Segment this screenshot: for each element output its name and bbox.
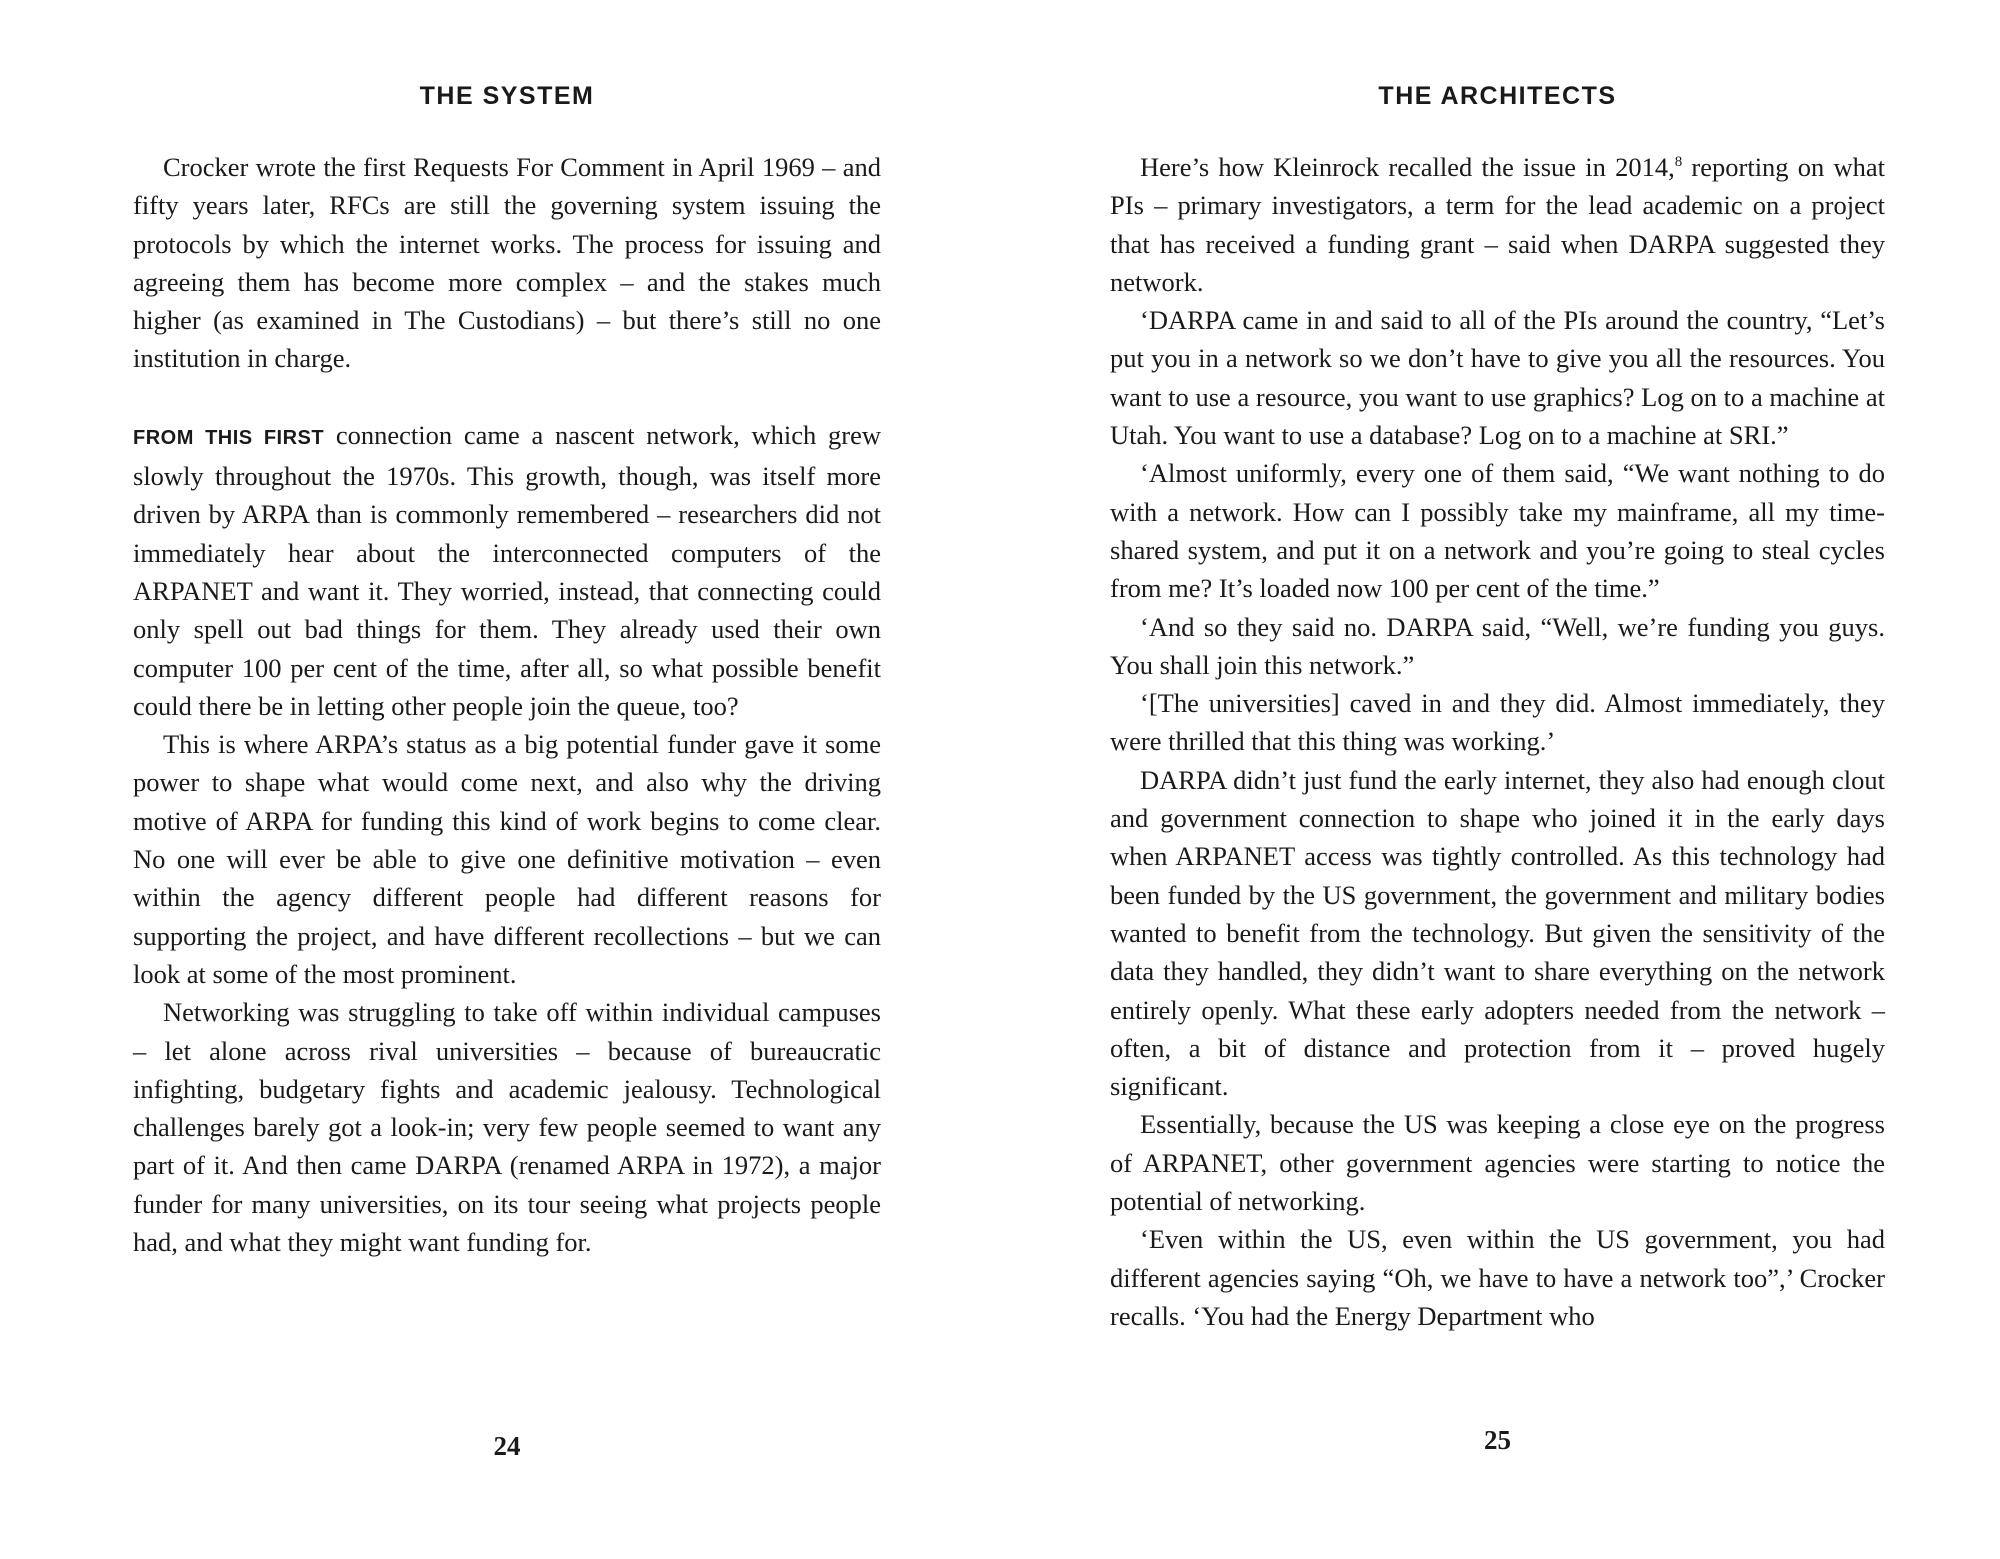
page-number-right: 25 <box>1484 1425 1511 1455</box>
right-page-body <box>1110 148 1885 1335</box>
right-paragraph-1-start: Here’s how Kleinrock recalled the issue in 2014, <box>1140 152 1675 182</box>
left-paragraph-2-text: connection came a nascent network, which grew slowly throughout the 1970s. This growth, though, was itself more driven by ARPA than is commonly remembered – researchers did not immediately hear about the interconnected computers of the ARPANET and want it. They worried, instead, that connecting could only spell out bad things for them. They already used their own computer 100 per cent of the time, after all, so what possible benefit could there be in letting other people join the queue, too? <box>133 419 881 721</box>
running-head-right: THE ARCHITECTS <box>1378 82 1617 110</box>
right-paragraph-6: DARPA didn’t just fund the early internet, they also had enough clout and government connection to shape who joined it in the early days when ARPANET access was tightly controlled. As this technology had been funded by the US government, the government and military bodies wanted to benefit from the technology. But given the sensitivity of the data they handled, they didn’t want to share everything on the network entirely openly. What these early adopters needed from the network – often, a bit of distance and protection from it – proved hugely significant. <box>1110 764 1885 1102</box>
right-paragraph-4: ‘And so they said no. DARPA said, “Well, we’re funding you guys. You shall join this network.” <box>1110 611 1885 680</box>
left-paragraph-4: Networking was struggling to take off within individual campuses – let alone across rival universities – because of bureaucratic infighting, budgetary fights and academic jealousy. Technological challenges barely got a look-in; very few people seemed to want any part of it. And then came DARPA (renamed ARPA in 1972), a major funder for many universities, on its tour seeing what projects people had, and what they might want funding for. <box>133 997 881 1258</box>
left-paragraph-3: This is where ARPA’s status as a big potential funder gave it some power to shape what would come next, and also why the driving motive of ARPA for funding this kind of work begins to come clear. No one will ever be able to give one definitive motivation – even within the agency different people had different reasons for supporting the project, and have different recollections – but we can look at some of the most prominent. <box>133 729 881 989</box>
section-lead-in: FROM THIS FIRST <box>133 426 325 449</box>
right-paragraph-1 <box>1110 148 1885 301</box>
right-paragraph-2: ‘DARPA came in and said to all of the PIs around the country, “Let’s put you in a network so we don’t have to give you all the resources. You want to use a resource, you want to use graphics? Log on to a machine at Utah. You want to use a database? Log on to a machine at SRI.” <box>1110 305 1885 451</box>
left-paragraph-1: Crocker wrote the first Requests For Comment in April 1969 – and fifty years later, RFCs are still the governing system issuing the protocols by which the internet works. The process for issuing and agreeing them has become more complex – and the stakes much higher (as examined in The Custodians) – but there’s still no one institution in charge. <box>133 152 881 374</box>
right-paragraph-7: Essentially, because the US was keeping a close eye on the progress of ARPANET, other government agencies were starting to notice the potential of networking. <box>1110 1109 1885 1217</box>
footnote-marker: 8 <box>1674 154 1683 171</box>
right-paragraph-3: ‘Almost uniformly, every one of them said, “We want nothing to do with a network. How can I possibly take my mainframe, all my time-shared system, and put it on a network and you’re going to steal cycles from me? It’s loaded now 100 per cent of the time.” <box>1110 458 1885 604</box>
right-page <box>1000 0 2000 1559</box>
running-head-left: THE SYSTEM <box>419 82 595 110</box>
page-number-left: 24 <box>493 1431 521 1461</box>
left-page-body <box>133 148 881 1261</box>
right-paragraph-1-end: reporting on what PIs – primary investigators, a term for the lead academic on a project that has received a funding grant – said when DARPA suggested they network. <box>1110 152 1885 297</box>
right-paragraph-5: ‘[The universities] caved in and they did. Almost immediately, they were thrilled that this thing was working.’ <box>1110 688 1885 757</box>
left-paragraph-2 <box>133 416 881 725</box>
right-paragraph-8: ‘Even within the US, even within the US government, you had different agencies saying “Oh, we have to have a network too”,’ Crocker recalls. ‘You had the Energy Department who <box>1110 1224 1885 1331</box>
